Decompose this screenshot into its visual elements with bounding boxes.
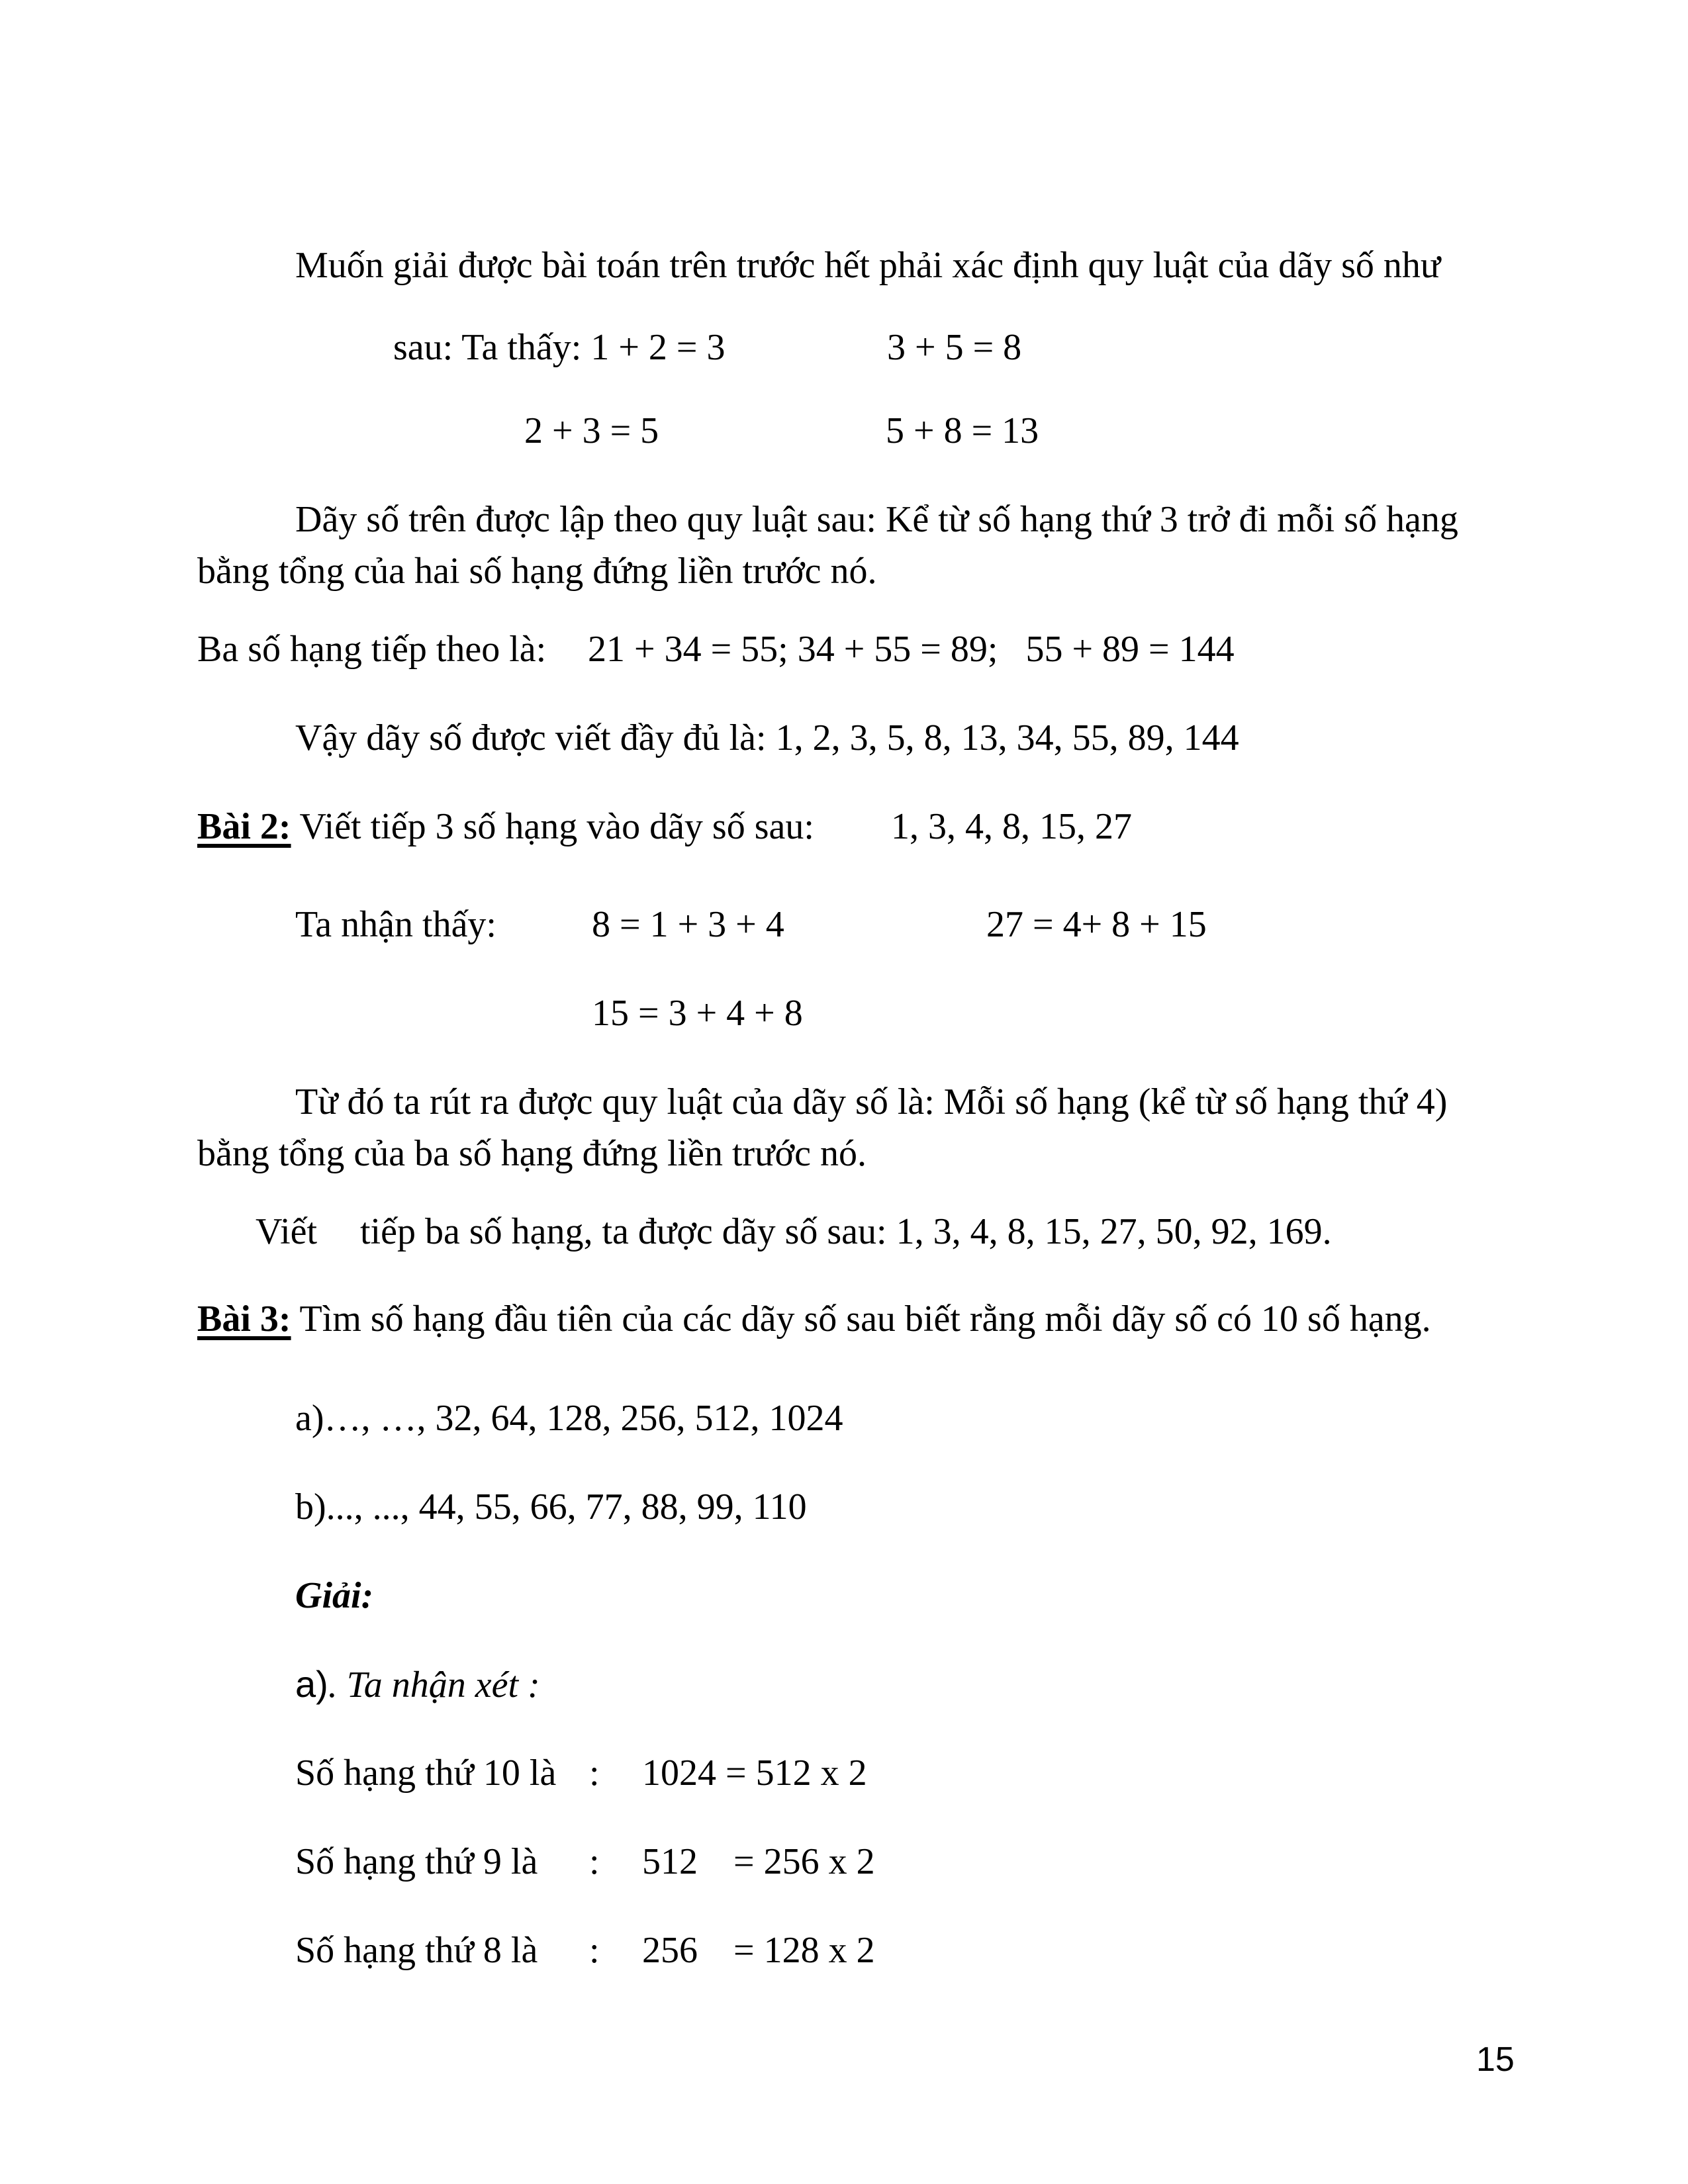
exercise-3-part-b: b)..., ..., 44, 55, 66, 77, 88, 99, 110 — [295, 1486, 807, 1527]
equation-1-2-3: sau: Ta thấy: 1 + 2 = 3 — [393, 327, 726, 368]
paragraph-rule2-line-2: bằng tổng của ba số hạng đứng liền trước nó. — [197, 1133, 867, 1174]
equation-5-8-13: 5 + 8 = 13 — [886, 410, 1039, 451]
term-10-value: 1024 = 512 x 2 — [642, 1752, 867, 1794]
equation-15: 15 = 3 + 4 + 8 — [592, 993, 803, 1034]
paragraph-rule-line-2: bằng tổng của hai số hạng đứng liền trước nó. — [197, 551, 877, 592]
term-8-equation: = 128 x 2 — [733, 1930, 875, 1971]
part-a-remark-text: . Ta nhận xét : — [328, 1664, 540, 1706]
next-terms-equations: 21 + 34 = 55; 34 + 55 = 89; 55 + 89 = 144 — [588, 629, 1235, 670]
exercise-3-heading — [197, 1296, 1431, 1342]
observation-label: Ta nhận thấy: — [295, 904, 496, 945]
term-8-label: Số hạng thứ 8 là — [295, 1930, 538, 1971]
equation-27: 27 = 4+ 8 + 15 — [986, 904, 1207, 945]
exercise-2-heading — [197, 803, 814, 850]
exercise-2-text: Viết tiếp 3 số hạng vào dãy số sau: — [291, 806, 814, 847]
term-8-colon: : — [589, 1930, 600, 1971]
continued-sequence: tiếp ba số hạng, ta được dãy số sau: 1, 3, 4, 8, 15, 27, 50, 92, 169. — [360, 1211, 1332, 1252]
equation-3-5-8: 3 + 5 = 8 — [887, 327, 1022, 368]
next-terms-label: Ba số hạng tiếp theo là: — [197, 629, 547, 670]
exercise-2-sequence: 1, 3, 4, 8, 15, 27 — [891, 806, 1132, 847]
term-10-label: Số hạng thứ 10 là — [295, 1752, 557, 1794]
term-8-number: 256 — [642, 1930, 698, 1971]
paragraph-rule2-line-1: Từ đó ta rút ra được quy luật của dãy số là: Mỗi số hạng (kể từ số hạng thứ 4) — [295, 1081, 1448, 1122]
term-9-colon: : — [589, 1841, 600, 1882]
part-a-remark — [295, 1661, 540, 1708]
paragraph-intro-line-1: Muốn giải được bài toán trên trước hết phải xác định quy luật của dãy số như — [295, 245, 1441, 286]
exercise-3-label: Bài 3: — [197, 1298, 291, 1340]
exercise-2-label: Bài 2: — [197, 806, 291, 847]
term-9-equation: = 256 x 2 — [733, 1841, 875, 1882]
term-9-number: 512 — [642, 1841, 698, 1882]
term-10-colon: : — [589, 1752, 600, 1794]
paragraph-rule-line-1: Dãy số trên được lập theo quy luật sau: Kể từ số hạng thứ 3 trở đi mỗi số hạng — [295, 499, 1458, 540]
equation-8: 8 = 1 + 3 + 4 — [592, 904, 784, 945]
part-a-prefix: a) — [295, 1663, 328, 1705]
equation-2-3-5: 2 + 3 = 5 — [524, 410, 659, 451]
solution-heading: Giải: — [295, 1575, 374, 1616]
full-sequence-line: Vậy dãy số được viết đầy đủ là: 1, 2, 3, 5, 8, 13, 34, 55, 89, 144 — [295, 717, 1239, 758]
term-9-label: Số hạng thứ 9 là — [295, 1841, 538, 1882]
exercise-3-part-a: a)…, …, 32, 64, 128, 256, 512, 1024 — [295, 1398, 843, 1439]
continue-label: Viết — [256, 1211, 318, 1252]
exercise-3-text: Tìm số hạng đầu tiên của các dãy số sau biết rằng mỗi dãy số có 10 số hạng. — [291, 1298, 1431, 1340]
page-number: 15 — [1476, 2040, 1515, 2079]
